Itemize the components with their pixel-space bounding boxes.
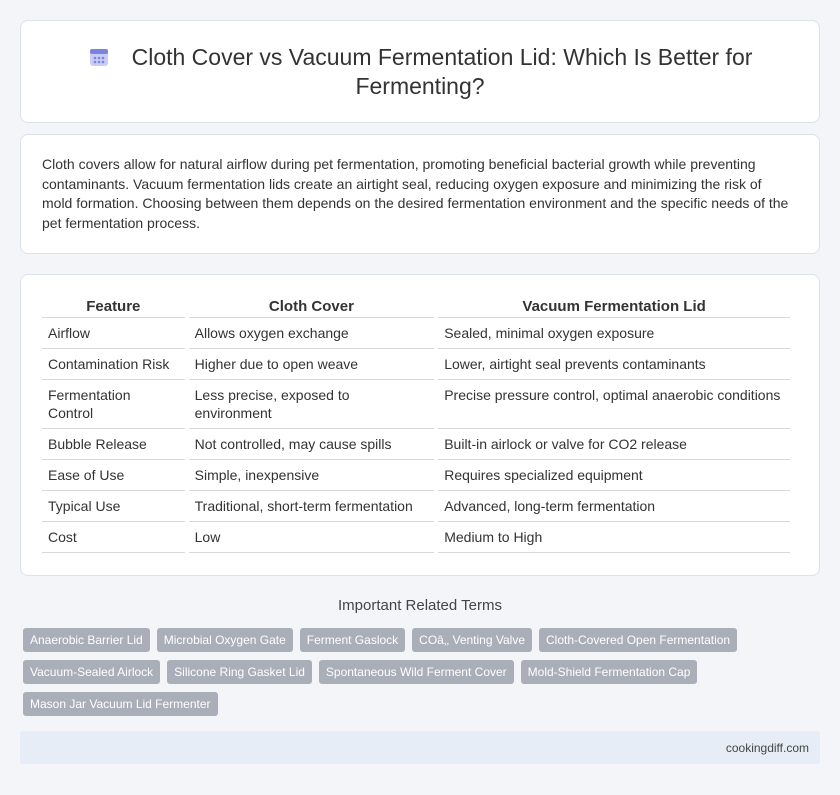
footer	[20, 731, 820, 764]
cell-cloth: Simple, inexpensive	[189, 460, 435, 491]
comparison-card	[20, 274, 820, 576]
cell-cloth: Traditional, short-term fermentation	[189, 491, 435, 522]
term-tag[interactable]: Silicone Ring Gasket Lid	[167, 660, 312, 684]
header-vacuum-lid: Vacuum Fermentation Lid	[438, 295, 790, 318]
intro-paragraph: Cloth covers allow for natural airflow during pet fermentation, promoting beneficial bacterial growth while preventing contaminants. Vacuum fermentation lids create an airtight seal, reducing oxygen exposure and minimizing the risk of mold formation. Choosing between them depends on the desired fermentation environment and the specific needs of the pet fermentation process.	[42, 156, 789, 231]
cell-cloth: Higher due to open weave	[189, 349, 435, 380]
term-tag[interactable]: Ferment Gaslock	[300, 628, 405, 652]
intro-card	[20, 134, 820, 254]
cell-feature: Contamination Risk	[42, 349, 185, 380]
title-card	[20, 20, 820, 123]
cell-cloth: Low	[189, 522, 435, 553]
table-header-row	[42, 295, 790, 318]
cell-cloth: Allows oxygen exchange	[189, 318, 435, 349]
calendar-icon	[88, 46, 110, 68]
cell-cloth: Less precise, exposed to environment	[189, 380, 435, 429]
table-row	[42, 491, 790, 522]
cell-vacuum: Precise pressure control, optimal anaerobic conditions	[438, 380, 790, 429]
page-title: Cloth Cover vs Vacuum Fermentation Lid: Which Is Better for Fermenting?	[131, 44, 753, 99]
cell-feature: Bubble Release	[42, 429, 185, 460]
cell-feature: Airflow	[42, 318, 185, 349]
footer-site-link[interactable]: cookingdiff.com	[725, 741, 809, 755]
term-tag[interactable]: COâ‚‚ Venting Valve	[412, 628, 532, 652]
term-tag[interactable]: Microbial Oxygen Gate	[157, 628, 293, 652]
term-tag[interactable]: Cloth-Covered Open Fermentation	[539, 628, 737, 652]
cell-vacuum: Advanced, long-term fermentation	[438, 491, 790, 522]
term-tag[interactable]: Anaerobic Barrier Lid	[23, 628, 150, 652]
term-tag[interactable]: Mason Jar Vacuum Lid Fermenter	[23, 692, 218, 716]
table-row	[42, 429, 790, 460]
cell-vacuum: Sealed, minimal oxygen exposure	[438, 318, 790, 349]
cell-vacuum: Requires specialized equipment	[438, 460, 790, 491]
cell-feature: Typical Use	[42, 491, 185, 522]
cell-vacuum: Built-in airlock or valve for CO2 release	[438, 429, 790, 460]
related-terms-heading: Important Related Terms	[338, 597, 502, 614]
table-row	[42, 349, 790, 380]
comparison-table	[38, 295, 794, 553]
term-tag[interactable]: Vacuum-Sealed Airlock	[23, 660, 160, 684]
header-cloth-cover: Cloth Cover	[189, 295, 435, 318]
header-feature: Feature	[42, 295, 185, 318]
table-row	[42, 380, 790, 429]
term-tag[interactable]: Spontaneous Wild Ferment Cover	[319, 660, 514, 684]
cell-vacuum: Medium to High	[438, 522, 790, 553]
page-title-wrap	[21, 43, 819, 101]
cell-feature: Ease of Use	[42, 460, 185, 491]
related-terms-list	[23, 628, 823, 716]
cell-feature: Fermentation Control	[42, 380, 185, 429]
table-row	[42, 522, 790, 553]
cell-feature: Cost	[42, 522, 185, 553]
table-row	[42, 318, 790, 349]
cell-vacuum: Lower, airtight seal prevents contaminants	[438, 349, 790, 380]
table-row	[42, 460, 790, 491]
term-tag[interactable]: Mold-Shield Fermentation Cap	[521, 660, 698, 684]
cell-cloth: Not controlled, may cause spills	[189, 429, 435, 460]
